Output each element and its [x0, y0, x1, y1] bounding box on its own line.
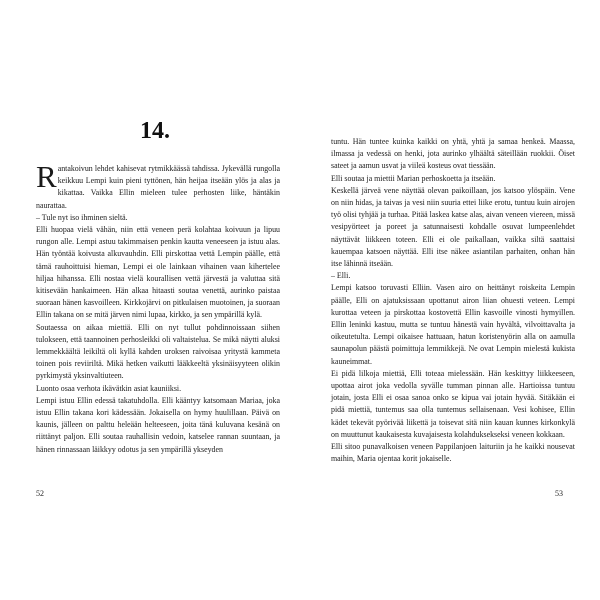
- paragraph: Lempi istuu Ellin edessä takatuhdolla. Elli kääntyy katsomaan Mariaa, joka istuu Ellin takana kori kädessään. Jokaisella on hymy huulillaan. Päivä on kaunis, jälleen on palttu heleään helteeseen, joita tänä kuluvana kesänä on riittänyt paljon. Elli soutaa rauhallisin vedoin, katselee rannan suuntaan, ja hänen rinnassaan läikkyy odotus ja sen ympärillä ykseyden: [36, 395, 280, 454]
- chapter-number: 14.: [140, 118, 170, 144]
- paragraph: Soutaessa on aikaa miettiä. Elli on nyt tullut pohdinnoissaan siihen tulokseen, että taannoinen perhosleikki oli valtaistelua. Se mikä näytti aluksi lemmekkäältä leikiltä oli kyllä kahden uroksen raivoisaa yritystä kammeta toinen pois reviiriltä. Mikä hetken vaikutti lääkkeeltä yksinäisyyteen olikin pyrkimystä yksinvaltiuteen.: [36, 322, 280, 381]
- paragraph: – Elli.: [331, 271, 351, 281]
- drop-cap: R: [36, 159, 57, 194]
- paragraph: – Tule nyt iso ihminen sieltä.: [36, 212, 128, 222]
- page-number: 52: [36, 489, 44, 498]
- paragraph: Elli huopaa vielä vähän, niin että veneen perä kolahtaa koivuun ja lipuu rungon alle. Lempi astuu takimmaisen penkin kautta veneeseen ja istuu alas. Hän työntää koivusta alkuvauhdin. Elli pirskottaa vettä Lempin päälle, että tämä rauhoittuisi hieman, Lempi ei ole lainkaan vihainen vaan kihertelee hiljaa hihanssa. Elli nostaa vielä kourallisen vettä järvestä ja valuttaa sitä kitisevään hankaimeen. Hän alkaa hitaasti soutaa venettä, aurinko paistaa suoraan hänen kasvoilleen. Kirkkojärvi on pitkulaisen muotoinen, ja suoraan Ellin takana on se mitä järven nimi lupaa, kirkko, ja sen ympärillä kylä.: [36, 225, 280, 320]
- paragraph: Luonto osaa verhota ikävätkin asiat kauniiksi.: [36, 383, 182, 393]
- paragraph: Ei pidä lilkoja miettiä, Elli toteaa mielessään. Hän keskittyy liikkeeseen, upottaa airot joka vedolla syvälle tumman pinnan alle. Hartioissa tuntuu jotain, josta Elli ei osaa sanoa onko se kipua vai jotain hyvää. Sitäkään ei pidä miettiä, tuntemus saa olla tuntemus sellaisenaan. Vesi kohisee, Ellin kädet tekevät pyörivää liikettä ja toisevat sitä niin kauan kunnes kirkonkylä on muuttunut kaukaisesta kuvajaisesta kolahduksekseksi veneen kokkaan.: [331, 368, 575, 439]
- paragraph: Keskellä järveä vene näyttää olevan paikoillaan, jos katsoo ylöspäin. Vene on niin hidas, ja taivas ja vesi niin suuria ettei liike erotu, tuntuu kuin airojen työ olisi tyhjää ja turhaa. Pitää laskea katse alas, aivan veneen viereen, missä vesipyörteet ja poreet ja satunnaisesti kohdalle osuvat lumpeenlehdet näyttävät liikkeen toteen. Elli ei ole paikallaan, vaikka siltä saattaisi kauempaa katsoen näyttää. Elli itse näkee asiantilan parhaiten, onhan hän itse lähinnä itseään.: [331, 185, 575, 269]
- right-page: [300, 0, 600, 600]
- paragraph: tuntu. Hän tuntee kuinka kaikki on yhtä, yhtä ja samaa henkeä. Maassa, ilmassa ja vedessä on henki, jota aurinko ylhäältä säteillään ruokkii. Öiset sateet ja aamun usvat ja viileä kosteus ovat tiessään.: [331, 137, 575, 171]
- paragraph-text: antakoivun lehdet kahisevat rytmikkäässä tahdissa. Jykevällä rungolla keikkuu Lempi kuin pieni tyttönen, hän heijaa itseään ylös ja alas ja kikattaa. Vaikka Ellin mieleen tulee perhosten liike, häntäkin naurattaa.: [36, 164, 280, 210]
- paragraph: [36, 159, 280, 212]
- left-page-text: [36, 159, 280, 456]
- paragraph: Elli soutaa ja miettii Marian perhoskoetta ja itseään.: [331, 173, 496, 183]
- paragraph: Lempi katsoo toruvasti Elliin. Vasen airo on heittänyt roiskeita Lempin päälle, Elli on ajatuksissaan upottanut airon liian ohuesti veteen. Lempi kurottaa veteen ja pirskottaa kostovettä Ellin kasvoille vinosti hymyillen. Ellin leninki kastuu, mutta se tuntuu hänestä vain hyvältä, vilvoittavalta ja oikeutetulta. Lempi oikaisee hattuaan, hatun koristenyörin alla on aamulla saunapolun päästä poimittuja lemmikkejä. Ne ovat Lempin mielestä kukista kauneimmat.: [331, 283, 575, 366]
- page-number: 53: [555, 489, 563, 498]
- paragraph: Elli sitoo punavalkoisen veneen Pappilanjoen laituriin ja he kaikki nousevat maihin, Maria ojentaa korit jokaiselle.: [331, 442, 575, 464]
- right-page-text: [331, 136, 575, 465]
